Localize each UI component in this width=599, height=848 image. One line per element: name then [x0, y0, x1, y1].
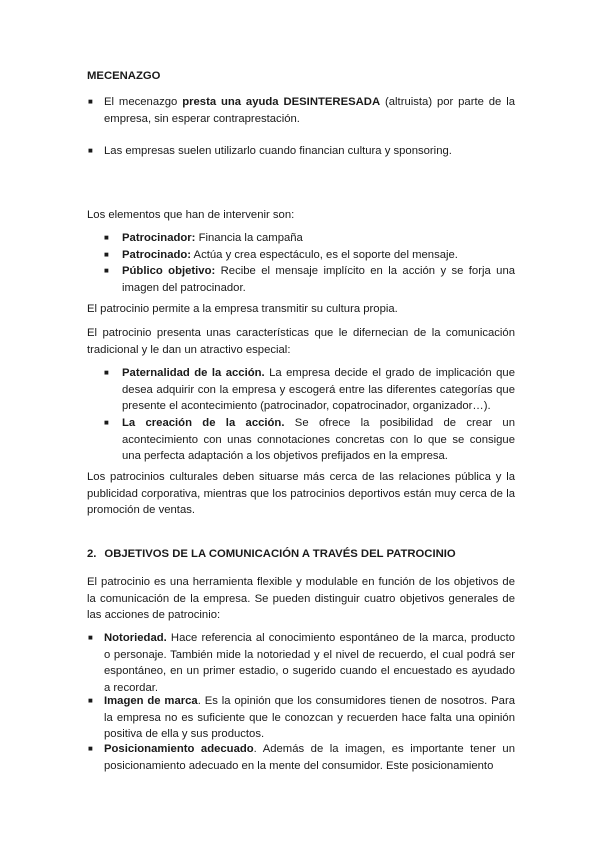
- section-heading: [87, 548, 456, 560]
- paragraph-culture: El patrocinio permite a la empresa transmitir su cultura propia.: [87, 303, 398, 315]
- bullet-square-icon: ■: [104, 266, 109, 275]
- feature-item: Paternalidad de la acción. La empresa decide el grado de implicación que desea adquirir con la empresa y escogerá entre las diferentes categorías que presente el acontecimiento (patrocinador, copatrocinador, organizador…).: [122, 367, 515, 413]
- paragraph-features: El patrocinio presenta unas características que le difernecian de la comunicación tradicional y le dan un atractivo especial:: [87, 327, 515, 356]
- objective-item: Imagen de marca. Es la opinión que los consumidores tienen de nosotros. Para la empresa no es suficiente que le conozcan y recuerden hace falta una opinión positiva de ella y sus productos.: [104, 695, 515, 741]
- bullet-square-icon: ■: [104, 233, 109, 242]
- element-item: Patrocinador: Financia la campaña: [122, 232, 303, 244]
- bullet-square-icon: ■: [88, 696, 93, 705]
- feature-item: La creación de la acción. Se ofrece la posibilidad de crear un acontecimiento con unas connotaciones concretas con lo que se consigue una perfecta adaptación a los objetivos prefijados en la empresa.: [122, 417, 515, 463]
- element-item: Público objetivo: Recibe el mensaje implícito en la acción y se forja una imagen del patrocinador.: [122, 265, 516, 294]
- bullet-square-icon: ■: [88, 744, 93, 753]
- mecenazgo-item: El mecenazgo presta una ayuda DESINTERESADA (altruista) por parte de la empresa, sin esperar contraprestación.: [104, 96, 515, 125]
- objective-item: Posicionamiento adecuado. Además de la imagen, es importante tener un posicionamiento adecuado en la mente del consumidor. Este posicionamiento: [104, 743, 516, 772]
- paragraph-objectives: El patrocinio es una herramienta flexible y modulable en función de los objetivos de la comunicación de la empresa. Se pueden distinguir cuatro objetivos generales de las acciones de patrocinio:: [87, 576, 515, 622]
- bullet-square-icon: ■: [104, 250, 109, 259]
- objective-item: Notoriedad. Hace referencia al conocimiento espontáneo de la marca, producto o personaje. También mide la notoriedad y el nivel de recuerdo, el cual podrá ser espontáneo, en un primer estadio, o sugerido cuando el encuestado es ayudado a recordar.: [104, 632, 515, 694]
- bullet-square-icon: ■: [88, 633, 93, 642]
- page-title: MECENAZGO: [87, 70, 161, 82]
- mecenazgo-item: Las empresas suelen utilizarlo cuando financian cultura y sponsoring.: [104, 145, 452, 157]
- bullet-square-icon: ■: [88, 97, 93, 106]
- bullet-square-icon: ■: [104, 418, 109, 427]
- bullet-square-icon: ■: [88, 146, 93, 155]
- section-title: OBJETIVOS DE LA COMUNICACIÓN A TRAVÉS DEL PATROCINIO: [104, 548, 456, 560]
- element-item: Patrocinado: Actúa y crea espectáculo, es el soporte del mensaje.: [122, 249, 458, 261]
- elements-intro: Los elementos que han de intervenir son:: [87, 209, 295, 221]
- bullet-square-icon: ■: [104, 368, 109, 377]
- paragraph-cultural-sponsorship: Los patrocinios culturales deben situarse más cerca de las relaciones pública y la publicidad corporativa, mientras que los patrocinios deportivos están muy cerca de la promoción de ventas.: [87, 471, 515, 517]
- section-number: 2.: [87, 548, 97, 560]
